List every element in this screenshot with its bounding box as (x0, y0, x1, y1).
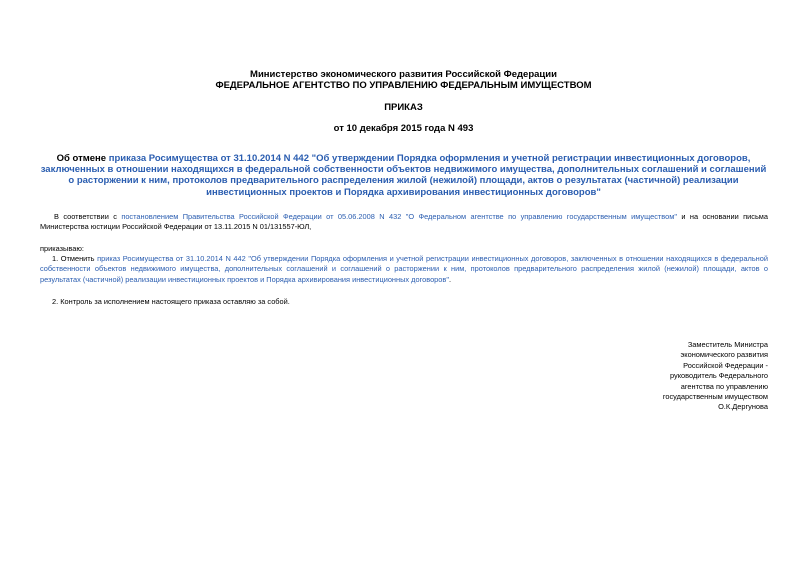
title-prefix: Об отмене (56, 153, 109, 164)
agency-name: ФЕДЕРАЛЬНОЕ АГЕНТСТВО ПО УПРАВЛЕНИЮ ФЕДЕРАЛЬНЫМ ИМУЩЕСТВОМ (215, 80, 592, 91)
government-decree-link[interactable]: постановлением Правительства Российской Федерации от 05.06.2008 N 432 "О Федеральном агентстве по управлению государственным имуществом" (121, 212, 677, 221)
item-1-text-after: . (448, 274, 452, 284)
basis-text-before: В соответствии с (54, 212, 122, 221)
paragraph-basis (40, 212, 768, 233)
document-date-number: от 10 декабря 2015 года N 493 (333, 123, 474, 134)
title-order-link[interactable]: приказа Росимущества от 31.10.2014 N 442 "Об утверждении Порядка оформления и учетной регистрации инвестиционных договоров, заключенных в отношении находящихся в федеральной собственности объектов недвижимого имущества, дополнительных соглашений и соглашений о расторжении к ним, протоколов предварительного распределения жилой (нежилой) площади, актов о результатах (частичной) реализации инвестиционных проектов и Порядка архивирования инвестиционных договоров" (40, 153, 767, 198)
signatory-name: О.К.Дергунова (718, 402, 768, 412)
signature-line: Заместитель Министра (687, 340, 768, 349)
signature-line: экономического развития (680, 350, 768, 360)
cancelled-order-link[interactable]: приказ Росимущества от 31.10.2014 N 442 "Об утверждении Порядка оформления и учетной регистрации инвестиционных договоров, заключенных в отношении находящихся в федеральной собственности объектов недвижимого имущества, дополнительных соглашений и соглашений о расторжении к ним, протоколов предварительного распределения жилой (нежилой) площади, актов о результатах (частичной) реализации инвестиционных проектов и Порядка архивирования инвестиционных договоров" (40, 254, 768, 284)
signature-line: руководитель Федерального (670, 371, 768, 381)
ministry-name: Министерство экономического развития Российской Федерации (250, 69, 557, 80)
document-type: ПРИКАЗ (384, 102, 423, 113)
document-title (40, 153, 767, 198)
signature-line: Российской Федерации - (683, 360, 768, 370)
paragraph-item-2: 2. Контроль за исполнением настоящего приказа оставляю за собой. (52, 297, 290, 306)
paragraph-item-1 (40, 254, 768, 285)
signature-line: агентства по управлению (680, 381, 768, 391)
basis-text-after: и на основании письма Министерства юстиции Российской Федерации от 13.11.2015 N 01/131557-ЮЛ, (40, 212, 769, 232)
item-1-text-before: 1. Отменить (52, 254, 98, 263)
paragraph-order-word: приказываю: (40, 244, 84, 253)
signature-block (600, 340, 768, 413)
signature-line: государственным имуществом (662, 392, 768, 402)
